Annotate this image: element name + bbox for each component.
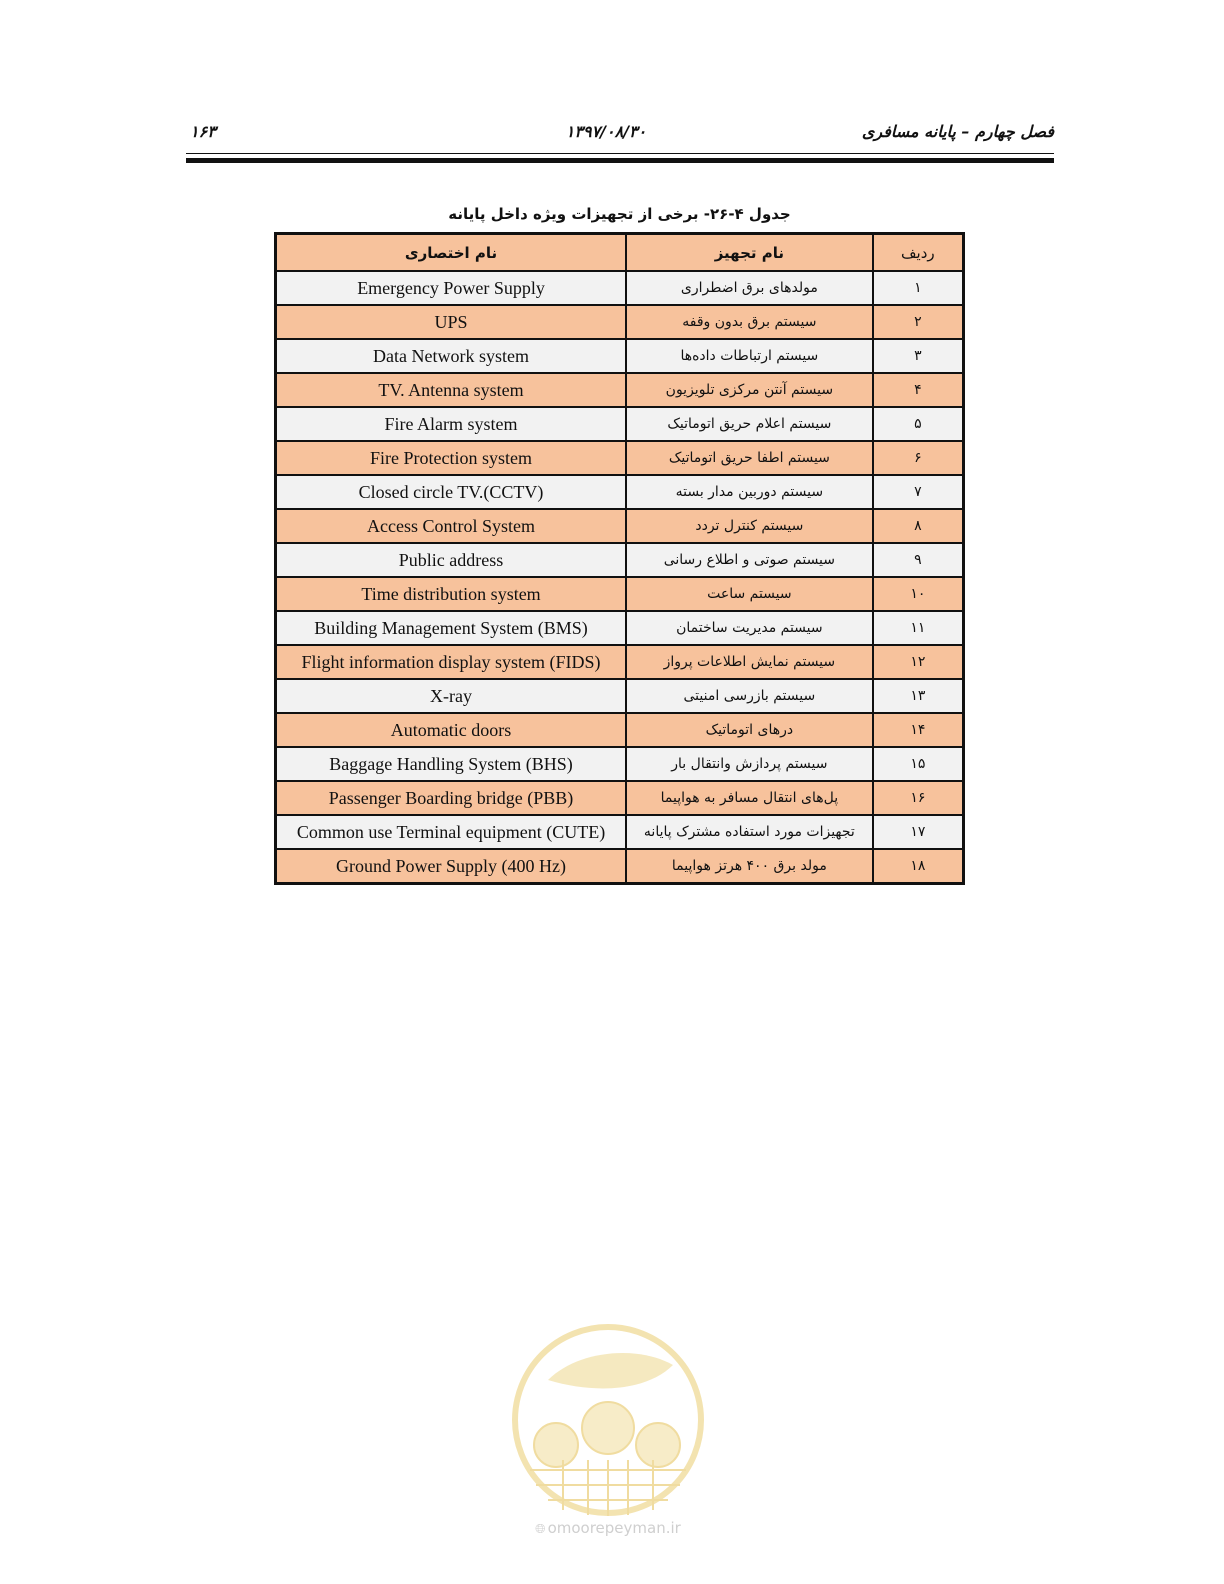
- row-number-cell: ۹: [873, 543, 964, 577]
- row-number-cell: ۶: [873, 441, 964, 475]
- equipment-name-cell: سیستم آنتن مرکزی تلویزیون: [626, 373, 873, 407]
- chapter-title: فصل چهارم – پایانه مسافری: [861, 122, 1054, 141]
- table-row: [276, 543, 964, 577]
- row-number-cell: ۳: [873, 339, 964, 373]
- page-header: [186, 118, 1054, 148]
- website-text: omoorepeyman.ir: [547, 1519, 681, 1537]
- equipment-name-cell: درهای اتوماتیک: [626, 713, 873, 747]
- equipment-name-cell: سیستم مدیریت ساختمان: [626, 611, 873, 645]
- row-number-cell: ۱۸: [873, 849, 964, 884]
- equipment-name-cell: تجهیزات مورد استفاده مشترک پایانه: [626, 815, 873, 849]
- equipment-name-cell: سیستم صوتی و اطلاع رسانی: [626, 543, 873, 577]
- abbreviation-cell: Passenger Boarding bridge (PBB): [276, 781, 627, 815]
- header-rule-thin: [186, 153, 1054, 154]
- globe-icon: 🌐︎: [535, 1522, 546, 1537]
- abbreviation-cell: Access Control System: [276, 509, 627, 543]
- table-row: [276, 305, 964, 339]
- abbreviation-cell: Public address: [276, 543, 627, 577]
- abbreviation-cell: Fire Alarm system: [276, 407, 627, 441]
- header-abbreviation: نام اختصاری: [276, 234, 627, 272]
- equipment-name-cell: سیستم اعلام حریق اتوماتیک: [626, 407, 873, 441]
- row-number-cell: ۴: [873, 373, 964, 407]
- watermark-website: [518, 1519, 698, 1537]
- equipment-name-cell: سیستم ساعت: [626, 577, 873, 611]
- header-row-number: ردیف: [873, 234, 964, 272]
- table-row: [276, 645, 964, 679]
- equipment-name-cell: سیستم برق بدون وقفه: [626, 305, 873, 339]
- abbreviation-cell: Common use Terminal equipment (CUTE): [276, 815, 627, 849]
- abbreviation-cell: Data Network system: [276, 339, 627, 373]
- table-row: [276, 441, 964, 475]
- abbreviation-cell: Flight information display system (FIDS): [276, 645, 627, 679]
- table-row: [276, 577, 964, 611]
- equipment-table: [274, 232, 965, 885]
- row-number-cell: ۱۰: [873, 577, 964, 611]
- row-number-cell: ۲: [873, 305, 964, 339]
- equipment-name-cell: سیستم اطفا حریق اتوماتیک: [626, 441, 873, 475]
- row-number-cell: ۱۲: [873, 645, 964, 679]
- equipment-name-cell: مولدهای برق اضطراری: [626, 271, 873, 305]
- equipment-name-cell: سیستم ارتباطات داده‌ها: [626, 339, 873, 373]
- row-number-cell: ۱۳: [873, 679, 964, 713]
- row-number-cell: ۸: [873, 509, 964, 543]
- abbreviation-cell: Automatic doors: [276, 713, 627, 747]
- row-number-cell: ۱۵: [873, 747, 964, 781]
- abbreviation-cell: Fire Protection system: [276, 441, 627, 475]
- abbreviation-cell: Ground Power Supply (400 Hz): [276, 849, 627, 884]
- table-row: [276, 475, 964, 509]
- row-number-cell: ۱۱: [873, 611, 964, 645]
- abbreviation-cell: X-ray: [276, 679, 627, 713]
- abbreviation-cell: Time distribution system: [276, 577, 627, 611]
- header-rule-thick: [186, 158, 1054, 163]
- abbreviation-cell: TV. Antenna system: [276, 373, 627, 407]
- page-number: ۱۶۳: [190, 122, 216, 141]
- row-number-cell: ۱۷: [873, 815, 964, 849]
- abbreviation-cell: Building Management System (BMS): [276, 611, 627, 645]
- header-equipment-name: نام تجهیز: [626, 234, 873, 272]
- table-row: [276, 679, 964, 713]
- equipment-name-cell: مولد برق ۴۰۰ هرتز هواپیما: [626, 849, 873, 884]
- table-row: [276, 509, 964, 543]
- header-date: ۱۳۹۷/۰۸/۳۰: [565, 122, 647, 141]
- abbreviation-cell: Closed circle TV.(CCTV): [276, 475, 627, 509]
- equipment-name-cell: پل‌های انتقال مسافر به هواپیما: [626, 781, 873, 815]
- table-row: [276, 407, 964, 441]
- equipment-name-cell: سیستم بازرسی امنیتی: [626, 679, 873, 713]
- table-row: [276, 747, 964, 781]
- table-row: [276, 339, 964, 373]
- equipment-name-cell: سیستم نمایش اطلاعات پرواز: [626, 645, 873, 679]
- row-number-cell: ۱۴: [873, 713, 964, 747]
- abbreviation-cell: Emergency Power Supply: [276, 271, 627, 305]
- table-caption: جدول ۴-۲۶- برخی از تجهیزات ویژه داخل پایانه: [448, 205, 791, 223]
- row-number-cell: ۱۶: [873, 781, 964, 815]
- equipment-name-cell: سیستم پردازش وانتقال بار: [626, 747, 873, 781]
- table-row: [276, 815, 964, 849]
- table-row: [276, 849, 964, 884]
- equipment-name-cell: سیستم دوربین مدار بسته: [626, 475, 873, 509]
- abbreviation-cell: Baggage Handling System (BHS): [276, 747, 627, 781]
- equipment-name-cell: سیستم کنترل تردد: [626, 509, 873, 543]
- watermark-logo: [508, 1320, 708, 1520]
- row-number-cell: ۱: [873, 271, 964, 305]
- table-row: [276, 611, 964, 645]
- table-row: [276, 373, 964, 407]
- row-number-cell: ۷: [873, 475, 964, 509]
- table-row: [276, 713, 964, 747]
- row-number-cell: ۵: [873, 407, 964, 441]
- table-row: [276, 271, 964, 305]
- table-header-row: [276, 234, 964, 272]
- abbreviation-cell: UPS: [276, 305, 627, 339]
- table-row: [276, 781, 964, 815]
